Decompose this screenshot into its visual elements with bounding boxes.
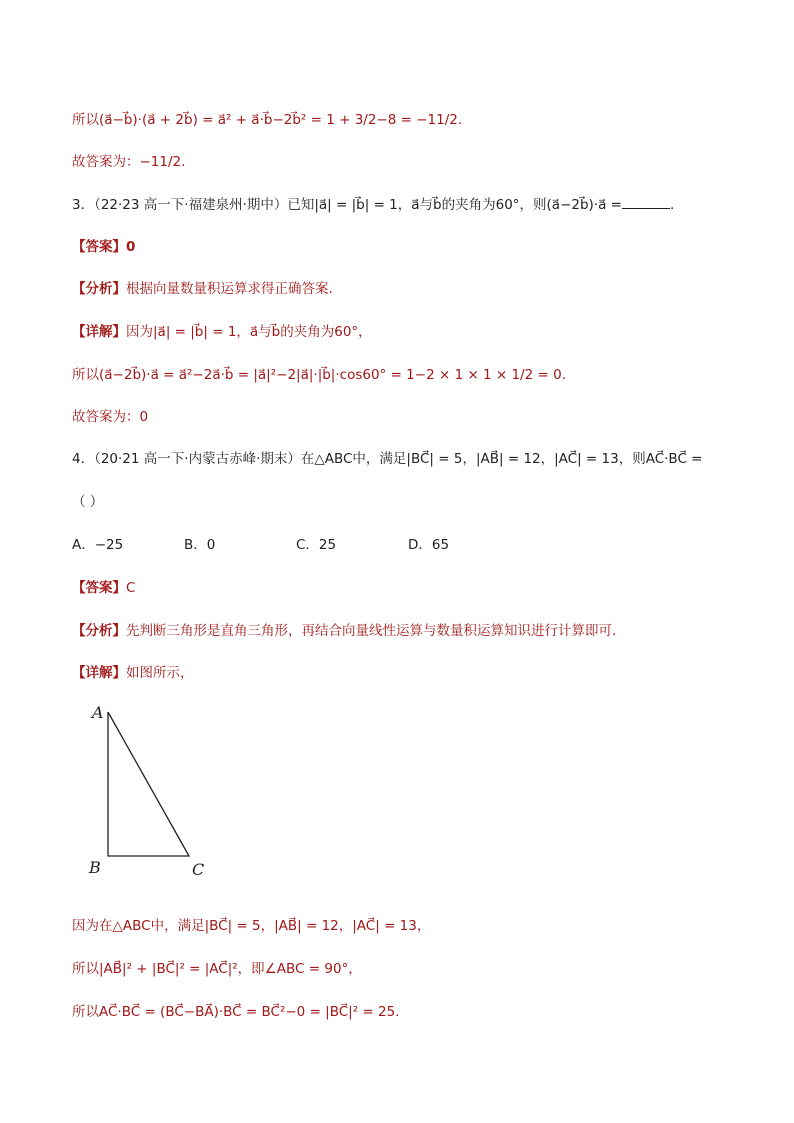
detail-3-calc: 所以(a⃗−2b⃗)·a⃗ = a⃗²−2a⃗·b⃗ = |a⃗|²−2|a⃗|·|b⃗|·cos60° = 1−2 × 1 × 1 × 1/2 = 0. <box>72 367 567 383</box>
triangle-abc <box>108 712 189 856</box>
detail-4-step-1: 因为在△ABC中，满足|BC⃗| = 5，|AB⃗| = 12，|AC⃗| = 13， <box>72 918 431 934</box>
detail-3 <box>72 320 372 340</box>
vertex-b-label: B <box>89 858 101 877</box>
answer-line-2: 故答案为：−11/2. <box>72 154 186 170</box>
detail-text: 因为|a⃗| = |b⃗| = 1，a⃗与b⃗的夹角为60°， <box>126 324 372 340</box>
question-3-end: . <box>670 197 675 213</box>
analysis-4 <box>72 619 616 639</box>
detail-tag: 【详解】 <box>72 324 126 340</box>
analysis-3 <box>72 277 333 297</box>
choice-a: A．−25 <box>72 537 124 553</box>
question-3 <box>72 193 674 213</box>
detail-4-step-2: 所以|AB⃗|² + |BC⃗|² = |AC⃗|²，即∠ABC = 90°， <box>72 961 362 977</box>
vertex-c-label: C <box>192 860 205 879</box>
detail-tag: 【详解】 <box>72 665 126 681</box>
analysis-text: 先判断三角形是直角三角形，再结合向量线性运算与数量积运算知识进行计算即可. <box>126 623 617 639</box>
answer-value: 0 <box>126 239 136 255</box>
detail-text: 如图所示， <box>126 665 194 681</box>
choice-d: D．65 <box>408 537 450 553</box>
answer-tag: 【答案】 <box>72 580 126 596</box>
detail-4-step-3: 所以AC⃗·BC⃗ = (BC⃗−BA⃗)·BC⃗ = BC⃗²−0 = |BC⃗|² = 25. <box>72 1004 400 1020</box>
question-4-paren: （ ） <box>72 494 104 510</box>
detail-3-final: 故答案为：0 <box>72 409 149 425</box>
answer-blank <box>622 196 670 209</box>
question-3-text: 3．（22·23 高一下·福建泉州·期中）已知|a⃗| = |b⃗| = 1，a⃗与b⃗的夹角为60°，则(a⃗−2b⃗)·a⃗ = <box>72 197 622 213</box>
answer-tag: 【答案】 <box>72 239 126 255</box>
analysis-text: 根据向量数量积运算求得正确答案. <box>126 281 333 297</box>
analysis-tag: 【分析】 <box>72 281 126 297</box>
detail-4 <box>72 661 194 681</box>
choice-c: C．25 <box>296 537 337 553</box>
answer-4 <box>72 576 135 596</box>
solution-line-1: 所以(a⃗−b⃗)·(a⃗ + 2b⃗) = a⃗² + a⃗·b⃗−2b⃗² = 1 + 3/2−8 = −11/2. <box>72 112 463 128</box>
analysis-tag: 【分析】 <box>72 623 126 639</box>
answer-3 <box>72 235 135 255</box>
question-4: 4．（20·21 高一下·内蒙古赤峰·期末）在△ABC中，满足|BC⃗| = 5，|AB⃗| = 12，|AC⃗| = 13，则AC⃗·BC⃗ = <box>72 451 703 467</box>
vertex-a-label: A <box>92 703 104 722</box>
choice-b: B．0 <box>184 537 216 553</box>
answer-value: C <box>126 580 136 596</box>
triangle-figure <box>86 700 226 885</box>
